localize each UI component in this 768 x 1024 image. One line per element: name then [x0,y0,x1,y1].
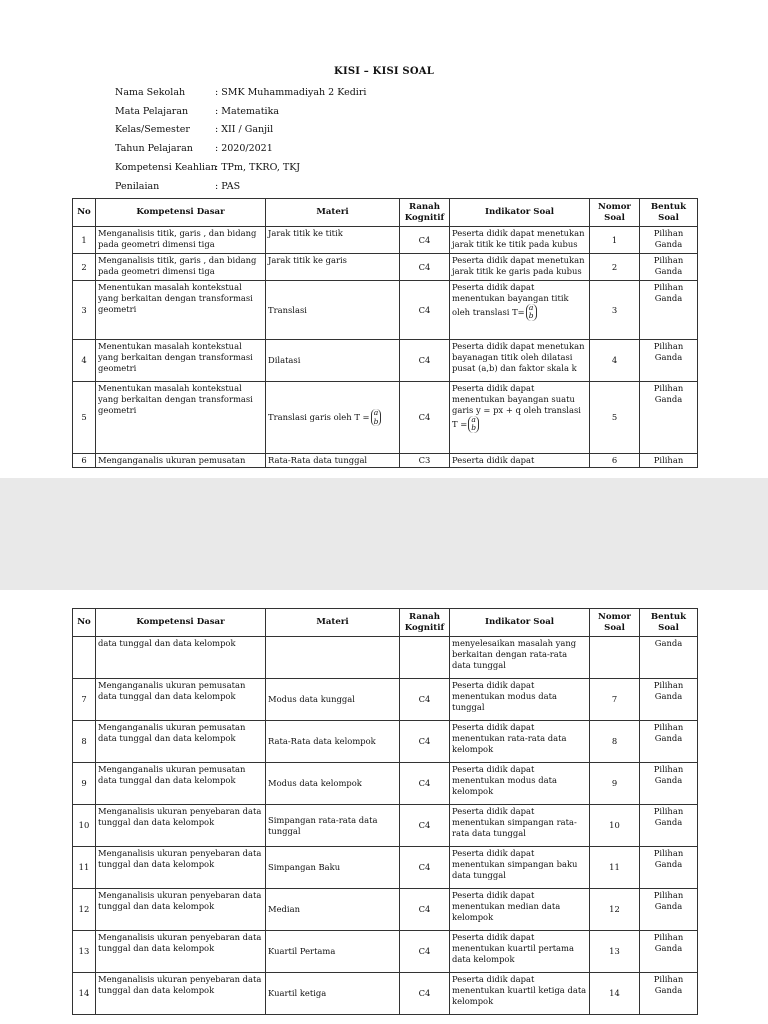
meta-row [115,139,366,158]
vector-top: a [528,302,534,312]
table-row [73,889,698,931]
cell-nomor: 8 [590,721,640,763]
cell-indikator: Peserta didik dapat [450,454,590,468]
meta-value: : XII / Ganjil [215,124,274,136]
header-kompetensi: Kompetensi Dasar [96,609,266,637]
cell-kompetensi: Menganalisis ukuran penyebaran data tunggal dan data kelompok [96,931,266,973]
cell-materi: Simpangan rata-rata data tunggal [266,805,400,847]
meta-row [115,158,366,177]
cell-bentuk: Pilihan [640,454,698,468]
document-page-1 [0,0,768,478]
cell-indikator: Peserta didik dapat menentukan modus data tunggal [450,679,590,721]
table-row [73,763,698,805]
header-ranah: Ranah Kognitif [400,199,450,227]
cell-no: 2 [73,254,96,281]
cell-nomor: 7 [590,679,640,721]
cell-no: 14 [73,973,96,1015]
header-bentuk: Bentuk Soal [640,609,698,637]
translation-vector [526,304,537,321]
cell-ranah: C4 [400,679,450,721]
cell-indikator [450,382,590,454]
cell-no: 5 [73,382,96,454]
cell-indikator: menyelesaikan masalah yang berkaitan dengan rata-rata data tunggal [450,637,590,679]
translation-vector [371,409,382,426]
cell-kompetensi: Menganalisis titik, garis , dan bidang pada geometri dimensi tiga [96,227,266,254]
table-row [73,847,698,889]
cell-indikator: Peserta didik dapat menentukan simpangan rata-rata data tunggal [450,805,590,847]
cell-indikator: Peserta didik dapat menentukan kuartil ketiga data kelompok [450,973,590,1015]
cell-no: 10 [73,805,96,847]
indikator-text: oleh translasi T= [452,306,525,317]
meta-value: : SMK Muhammadiyah 2 Kediri [215,86,367,98]
cell-ranah [400,637,450,679]
cell-materi: Rata-Rata data kelompok [266,721,400,763]
cell-nomor: 3 [590,281,640,340]
cell-nomor: 4 [590,340,640,382]
table-row [73,637,698,679]
cell-indikator: Peserta didik dapat menetukan jarak titik ke garis pada kubus [450,254,590,281]
cell-no: 7 [73,679,96,721]
cell-materi: Rata-Rata data tunggal [266,454,400,468]
cell-indikator: Peserta didik dapat menetukan jarak titik ke titik pada kubus [450,227,590,254]
table-row [73,454,698,468]
cell-bentuk: Pilihan Ganda [640,679,698,721]
vector-bottom: b [373,416,379,426]
cell-indikator: Peserta didik dapat menentukan simpangan baku data tunggal [450,847,590,889]
header-indikator: Indikator Soal [450,609,590,637]
table-row [73,973,698,1015]
cell-no: 13 [73,931,96,973]
cell-materi: Jarak titik ke titik [266,227,400,254]
cell-ranah: C4 [400,763,450,805]
table-row [73,931,698,973]
header-indikator: Indikator Soal [450,199,590,227]
cell-bentuk: Pilihan Ganda [640,281,698,340]
cell-no [73,637,96,679]
table-row [73,721,698,763]
cell-kompetensi: Menentukan masalah kontekstual yang berkaitan dengan transformasi geometri [96,382,266,454]
cell-nomor [590,637,640,679]
meta-row [115,177,366,196]
cell-bentuk: Pilihan Ganda [640,889,698,931]
table-row [73,382,698,454]
cell-no: 12 [73,889,96,931]
cell-nomor: 1 [590,227,640,254]
cell-no: 8 [73,721,96,763]
cell-no: 11 [73,847,96,889]
cell-materi: Translasi [266,281,400,340]
cell-bentuk: Pilihan Ganda [640,763,698,805]
cell-bentuk: Pilihan Ganda [640,254,698,281]
cell-ranah: C4 [400,889,450,931]
cell-bentuk: Pilihan Ganda [640,847,698,889]
cell-bentuk: Pilihan Ganda [640,382,698,454]
meta-row [115,121,366,140]
cell-nomor: 9 [590,763,640,805]
cell-indikator: Peserta didik dapat menentukan rata-rata data kelompok [450,721,590,763]
cell-materi: Jarak titik ke garis [266,254,400,281]
cell-bentuk: Pilihan Ganda [640,805,698,847]
cell-kompetensi: Menganganalis ukuran pemusatan data tunggal dan data kelompok [96,721,266,763]
materi-text: Translasi garis oleh T = [268,412,370,422]
cell-materi: Modus data kunggal [266,679,400,721]
cell-kompetensi: Menganalisis ukuran penyebaran data tunggal dan data kelompok [96,889,266,931]
cell-kompetensi: Menganganalis ukuran pemusatan data tunggal dan data kelompok [96,763,266,805]
cell-indikator: Peserta didik dapat menentukan median data kelompok [450,889,590,931]
cell-bentuk: Ganda [640,637,698,679]
table-header-row [73,609,698,637]
cell-ranah: C4 [400,382,450,454]
table-row [73,227,698,254]
header-bentuk: Bentuk Soal [640,199,698,227]
indikator-text: Peserta didik dapat menentukan bayangan suatu garis y = px + q oleh translasi [452,383,581,415]
cell-indikator: Peserta didik dapat menetukan bayanagan titik oleh dilatasi pusat (a,b) dan faktor skala k [450,340,590,382]
cell-bentuk: Pilihan Ganda [640,931,698,973]
cell-bentuk: Pilihan Ganda [640,721,698,763]
cell-nomor: 14 [590,973,640,1015]
vector-bottom: b [471,423,477,433]
cell-ranah: C3 [400,454,450,468]
cell-nomor: 2 [590,254,640,281]
header-materi: Materi [266,609,400,637]
cell-materi: Kuartil ketiga [266,973,400,1015]
cell-kompetensi: Menganalisis ukuran penyebaran data tunggal dan data kelompok [96,805,266,847]
vector-top: a [471,414,476,424]
cell-nomor: 12 [590,889,640,931]
meta-label: Penilaian [115,180,160,192]
cell-no: 9 [73,763,96,805]
header-nomor: Nomor Soal [590,199,640,227]
cell-kompetensi: data tunggal dan data kelompok [96,637,266,679]
cell-bentuk: Pilihan Ganda [640,227,698,254]
cell-nomor: 10 [590,805,640,847]
cell-ranah: C4 [400,721,450,763]
header-ranah: Ranah Kognitif [400,609,450,637]
cell-kompetensi: Menentukan masalah kontekstual yang berkaitan dengan transformasi geometri [96,281,266,340]
meta-label: Mata Pelajaran [115,105,189,117]
cell-kompetensi: Menentukan masalah kontekstual yang berkaitan dengan transformasi geometri [96,340,266,382]
cell-indikator [450,281,590,340]
meta-row [115,102,366,121]
cell-no: 4 [73,340,96,382]
table-row [73,281,698,340]
cell-bentuk: Pilihan Ganda [640,340,698,382]
cell-materi [266,382,400,454]
cell-nomor: 11 [590,847,640,889]
meta-label: Nama Sekolah [115,86,186,98]
document-page-2 [0,590,768,1024]
meta-label: Kelas/Semester [115,124,190,136]
header-no: No [73,199,96,227]
document-title: KISI – KISI SOAL [334,66,434,77]
indikator-text: T = [452,418,468,429]
meta-label: Kompetensi Keahlian [115,162,217,174]
cell-ranah: C4 [400,227,450,254]
cell-ranah: C4 [400,973,450,1015]
header-nomor: Nomor Soal [590,609,640,637]
cell-indikator: Peserta didik dapat menentukan modus data kelompok [450,763,590,805]
meta-label: Tahun Pelajaran [115,143,193,155]
document-meta [115,83,366,196]
cell-no: 3 [73,281,96,340]
cell-no: 6 [73,454,96,468]
cell-kompetensi: Menganalisis ukuran penyebaran data tunggal dan data kelompok [96,847,266,889]
cell-ranah: C4 [400,931,450,973]
cell-ranah: C4 [400,847,450,889]
cell-nomor: 13 [590,931,640,973]
header-kompetensi: Kompetensi Dasar [96,199,266,227]
vector-bottom: b [528,311,534,321]
cell-nomor: 6 [590,454,640,468]
indikator-text: Peserta didik dapat menentukan bayangan titik [452,282,569,303]
table-row [73,340,698,382]
meta-value: : PAS [215,180,241,192]
header-materi: Materi [266,199,400,227]
cell-kompetensi: Menganganalis ukuran pemusatan [96,454,266,468]
meta-value: : TPm, TKRO, TKJ [215,162,301,174]
cell-bentuk: Pilihan Ganda [640,973,698,1015]
cell-indikator: Peserta didik dapat menentukan kuartil pertama data kelompok [450,931,590,973]
meta-row [115,83,366,102]
cell-ranah: C4 [400,281,450,340]
cell-kompetensi: Menganalisis titik, garis , dan bidang pada geometri dimensi tiga [96,254,266,281]
cell-materi: Modus data kelompok [266,763,400,805]
grid-table-page-2 [72,608,698,1015]
cell-kompetensi: Menganganalis ukuran pemusatan data tunggal dan data kelompok [96,679,266,721]
cell-ranah: C4 [400,254,450,281]
vector-top: a [373,407,379,417]
cell-materi: Dilatasi [266,340,400,382]
table-header-row [73,199,698,227]
cell-ranah: C4 [400,805,450,847]
cell-no: 1 [73,227,96,254]
header-no: No [73,609,96,637]
table-row [73,805,698,847]
table-row [73,254,698,281]
meta-value: : Matematika [215,105,279,117]
meta-value: : 2020/2021 [215,143,273,155]
cell-materi [266,637,400,679]
cell-materi: Median [266,889,400,931]
grid-table-page-1 [72,198,698,468]
translation-vector [468,416,479,433]
cell-ranah: C4 [400,340,450,382]
table-row [73,679,698,721]
cell-materi: Simpangan Baku [266,847,400,889]
cell-kompetensi: Menganalisis ukuran penyebaran data tunggal dan data kelompok [96,973,266,1015]
cell-materi: Kuartil Pertama [266,931,400,973]
cell-nomor: 5 [590,382,640,454]
